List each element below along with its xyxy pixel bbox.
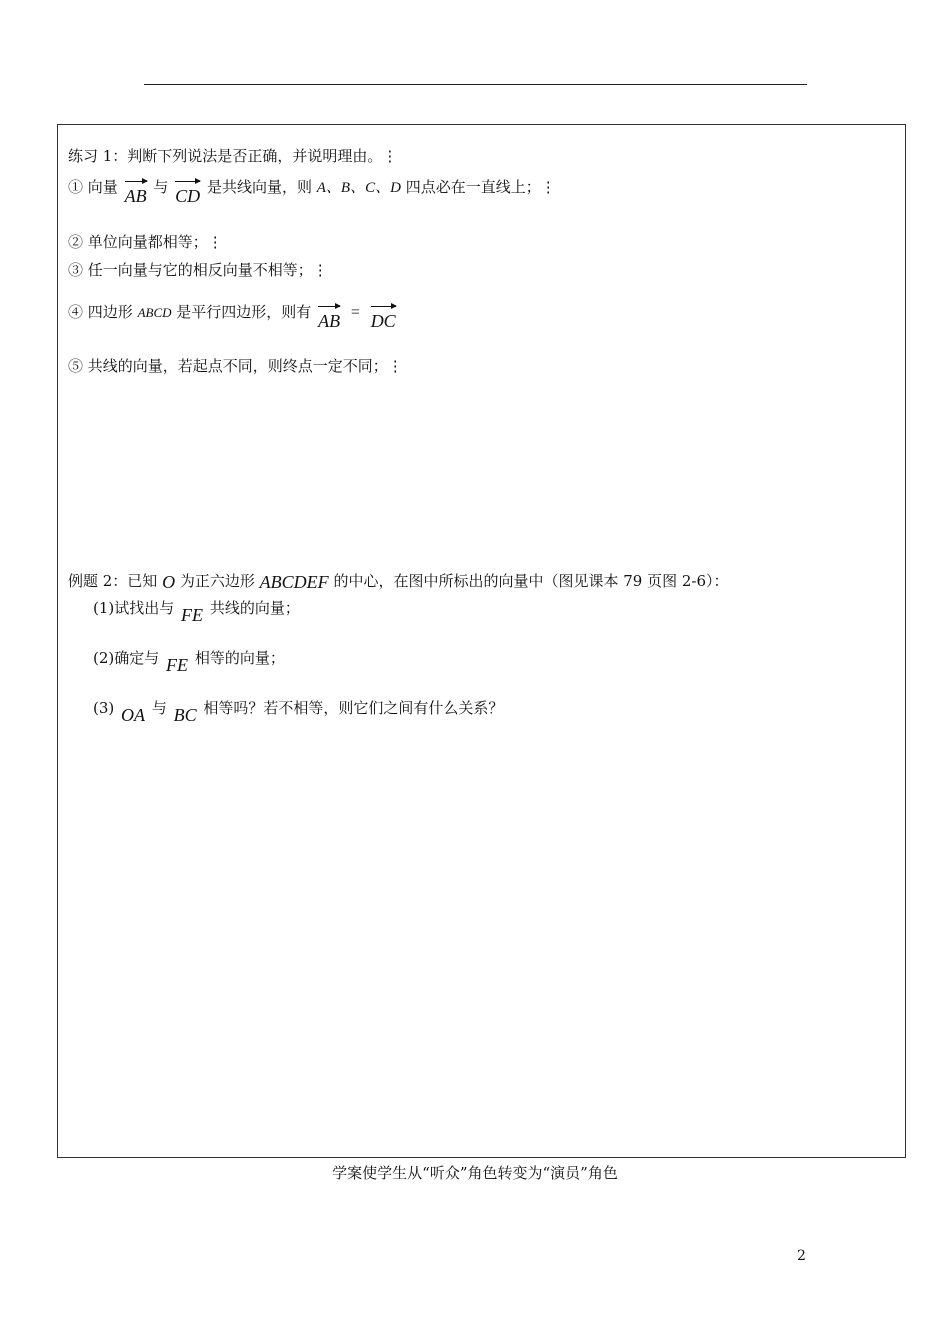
vector-ab-2-label: AB: [318, 311, 341, 331]
footer-note: 学案使学生从“听众”角色转变为“演员”角色: [332, 1164, 618, 1182]
vector-cd-label: CD: [175, 186, 201, 206]
statement-3: [68, 260, 328, 280]
statement-1-text-a: 向量: [87, 178, 118, 196]
example-2-text-a: 例题 2：已知: [68, 572, 158, 590]
question-3-text-a: (3): [93, 699, 115, 717]
exercise-1-title: [68, 146, 397, 166]
statement-1-points: A、B、C、D: [316, 180, 401, 196]
vector-fe-2: FE: [166, 655, 189, 675]
statement-3-text: ③ 任一向量与它的相反向量不相等；⋮: [68, 261, 328, 279]
statement-5-text: ⑤ 共线的向量，若起点不同，则终点一定不同；⋮: [68, 357, 403, 375]
header-rule: [144, 84, 807, 85]
question-3: [93, 698, 504, 725]
quadrilateral-name: ABCD: [137, 305, 172, 320]
statement-1: [68, 174, 556, 206]
question-2-text-a: (2)确定与: [93, 649, 160, 667]
statement-1-number: ①: [68, 178, 84, 196]
example-2-text-c: 的中心，在图中所标出的向量中（图见课本 79 页图 2-6）：: [333, 572, 729, 590]
example-2-title: [68, 570, 729, 591]
statement-1-text-d: 四点必在一直线上；⋮: [405, 178, 556, 196]
question-2-text-b: 相等的向量；: [194, 649, 285, 667]
vector-ab: [125, 184, 147, 205]
vector-dc-label: DC: [370, 311, 396, 331]
question-3-text-b: 与: [151, 699, 167, 717]
statement-2: [68, 232, 223, 252]
statement-4: [68, 299, 398, 331]
vector-ab-2: [318, 309, 340, 330]
vector-bc: BC: [173, 705, 197, 725]
statement-4-text-b: 是平行四边形，则有: [176, 303, 312, 321]
vector-cd: [175, 184, 200, 205]
vector-ab-label: AB: [124, 186, 147, 206]
vector-arrow-icon: [371, 306, 396, 307]
vector-oa: OA: [121, 705, 146, 725]
statement-4-text-a: ④ 四边形: [68, 303, 133, 321]
statement-2-text: ② 单位向量都相等；⋮: [68, 233, 223, 251]
exercise-1-title-text: 练习 1：判断下列说法是否正确，并说明理由。⋮: [68, 147, 398, 165]
vector-arrow-icon: [175, 181, 200, 182]
equals-sign: =: [350, 304, 360, 321]
hexagon-name: ABCDEF: [259, 572, 329, 592]
center-point-o: O: [162, 572, 176, 592]
question-2: [93, 648, 285, 675]
question-1-text-b: 共线的向量；: [209, 599, 300, 617]
question-1: [93, 598, 300, 625]
vector-arrow-icon: [318, 306, 340, 307]
question-1-text-a: (1)试找出与: [93, 599, 175, 617]
vector-arrow-icon: [125, 181, 147, 182]
statement-5: [68, 356, 403, 376]
statement-1-text-c: 是共线向量，则: [206, 178, 312, 196]
vector-fe: FE: [181, 605, 204, 625]
vector-dc: [371, 309, 396, 330]
statement-1-text-b: 与: [153, 178, 169, 196]
page-number: 2: [797, 1248, 806, 1264]
question-3-text-c: 相等吗？若不相等，则它们之间有什么关系？: [203, 699, 504, 717]
example-2-text-b: 为正六边形: [179, 572, 255, 590]
